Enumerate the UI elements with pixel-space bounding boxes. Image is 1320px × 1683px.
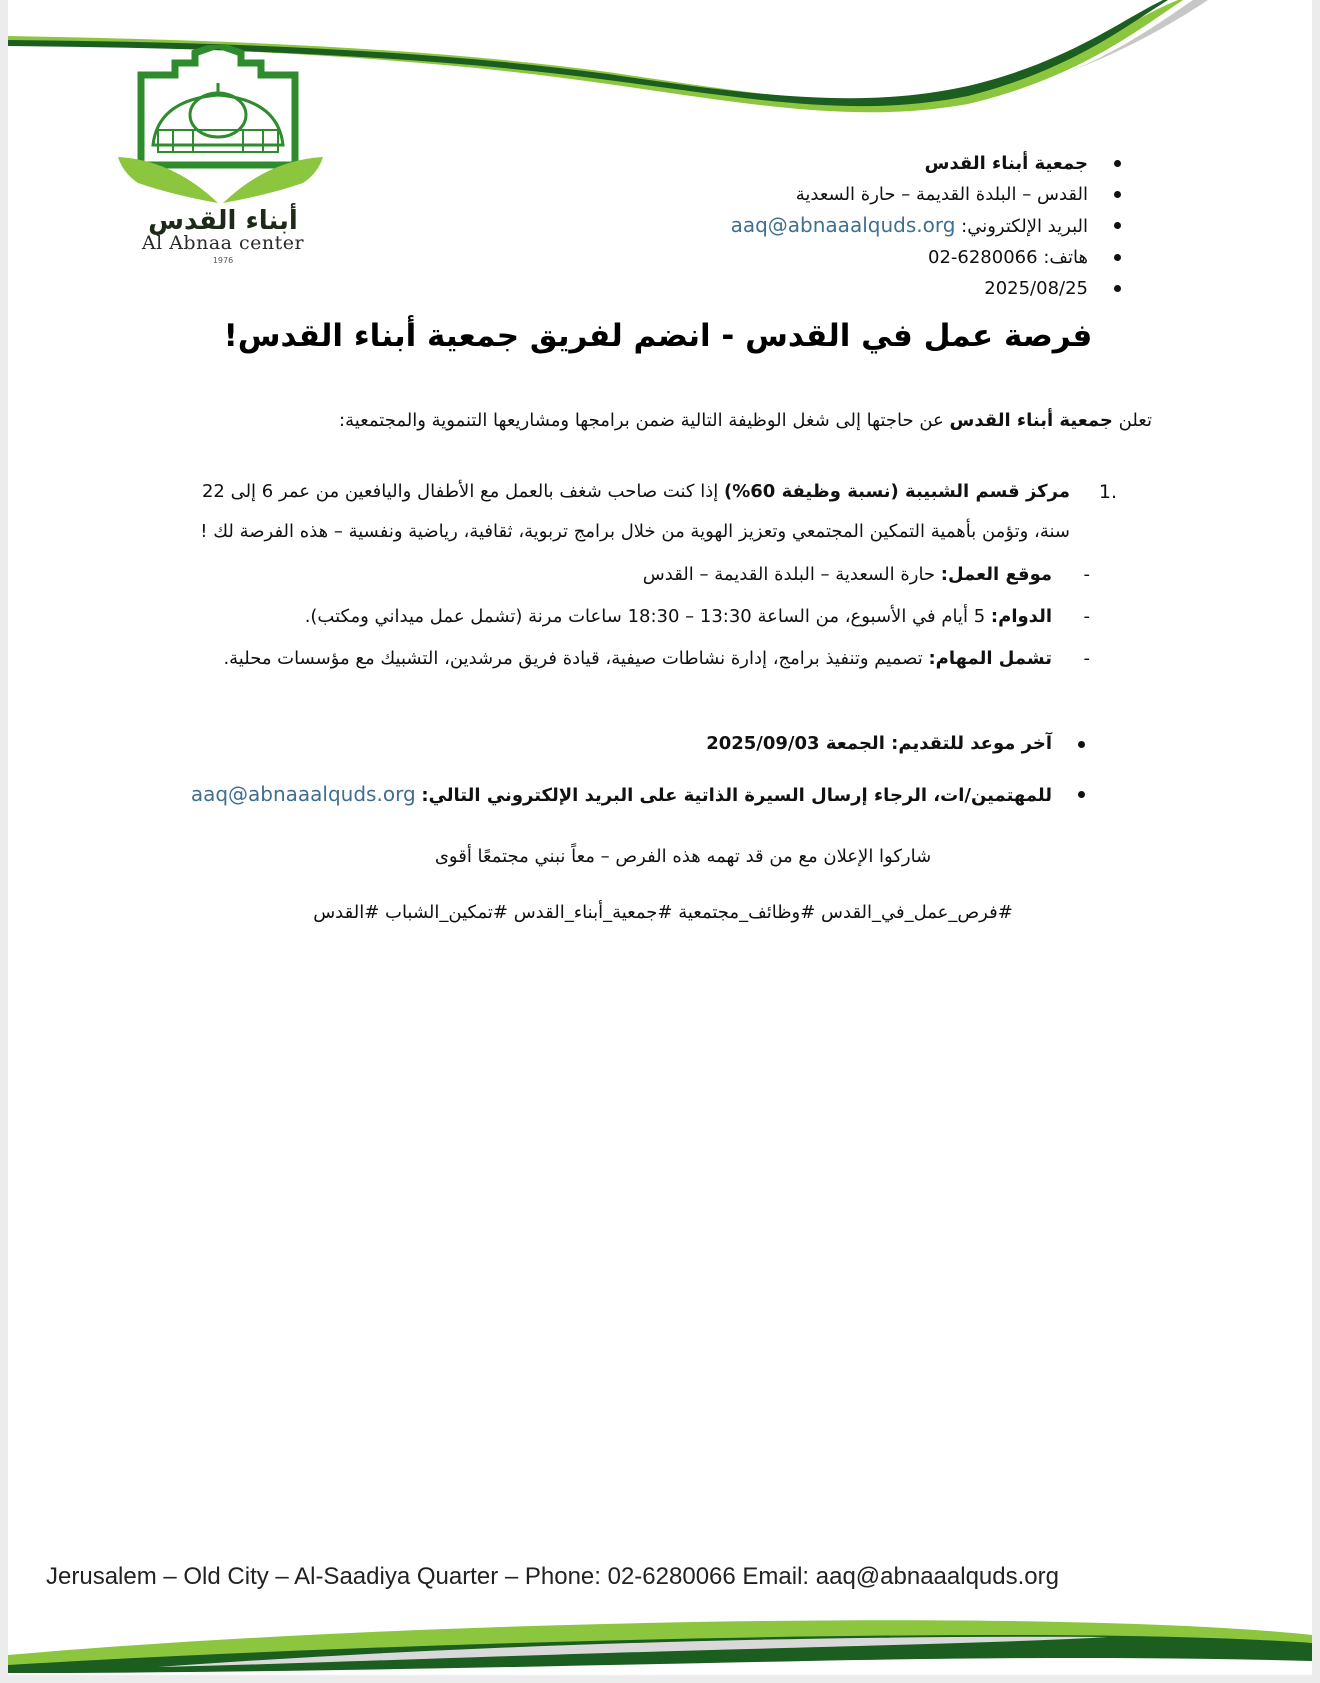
apply-item xyxy=(191,778,1052,828)
logo-english-text: Al Abnaa center xyxy=(141,232,305,254)
detail-hours xyxy=(223,596,1052,638)
job-text: إذا كنت صاحب شغف بالعمل مع الأطفال واليافعين من عمر 6 إلى 22 سنة، وتؤمن بأهمية التمكين المجتمعي وتعزيز الهوية من خلال برامج تربوية، ثقافية، رياضية ونفسية – هذه الفرصة لك ! xyxy=(200,481,1070,542)
org-phone-item xyxy=(731,242,1088,273)
apply-text: للمهتمين/ات، الرجاء إرسال السيرة الذاتية على البريد الإلكتروني التالي: xyxy=(421,785,1052,806)
footer-contact-text: Jerusalem – Old City – Al-Saadiya Quarter – Phone: 02-6280066 Email: aaq@abnaaalquds.org xyxy=(46,1563,1059,1590)
email-label: البريد الإلكتروني: xyxy=(961,216,1088,237)
detail-location xyxy=(223,554,1052,596)
intro-prefix: تعلن xyxy=(1118,410,1152,431)
org-phone: 02-6280066 xyxy=(928,247,1038,268)
job-details-list xyxy=(223,554,1052,680)
org-name: جمعية أبناء القدس xyxy=(731,148,1088,179)
intro-paragraph xyxy=(152,410,1152,431)
job-description xyxy=(170,472,1070,552)
application-info-list xyxy=(191,728,1052,828)
org-email-link[interactable]: aaq@abnaaalquds.org xyxy=(730,213,956,237)
logo-arabic-text: أبناء القدس xyxy=(148,206,298,236)
detail-location-value: حارة السعدية – البلدة القديمة – القدس xyxy=(642,564,936,585)
detail-tasks-value: تصميم وتنفيذ برامج، إدارة نشاطات صيفية، قيادة فريق مرشدين، التشبيك مع مؤسسات محلية. xyxy=(223,648,923,669)
job-number: 1. xyxy=(1098,481,1117,503)
detail-location-label: موقع العمل: xyxy=(940,564,1052,585)
detail-hours-value: 5 أيام في الأسبوع، من الساعة 13:30 – 18:30 ساعات مرنة (تشمل عمل ميداني ومكتب). xyxy=(304,606,986,627)
page-title: فرصة عمل في القدس - انضم لفريق جمعية أبناء القدس! xyxy=(223,318,1093,354)
detail-tasks xyxy=(223,638,1052,680)
intro-org-name: جمعية أبناء القدس xyxy=(949,410,1113,431)
job-title: مركز قسم الشبيبة (نسبة وظيفة 60%) xyxy=(723,481,1070,502)
detail-tasks-label: تشمل المهام: xyxy=(928,648,1052,669)
footer-wave-decoration xyxy=(8,1595,1312,1675)
logo-year: 1976 xyxy=(212,256,234,265)
detail-hours-label: الدوام: xyxy=(990,606,1052,627)
deadline-text: آخر موعد للتقديم: الجمعة 2025/09/03 xyxy=(706,733,1052,754)
contact-info-list xyxy=(731,148,1088,304)
deadline-item xyxy=(191,728,1052,778)
share-line: شاركوا الإعلان مع من قد تهمه هذه الفرص – معاً نبني مجتمعًا أقوى xyxy=(434,846,932,867)
intro-rest: عن حاجتها إلى شغل الوظيفة التالية ضمن برامجها ومشاريعها التنموية والمجتمعية: xyxy=(339,410,944,431)
letter-date xyxy=(731,273,1088,304)
apply-email-link[interactable]: aaq@abnaaalquds.org xyxy=(190,782,416,806)
document-page xyxy=(8,0,1312,1675)
phone-label: هاتف: xyxy=(1043,247,1088,268)
letter-date-value: 2025/08/25 xyxy=(984,278,1088,299)
hashtags-line: #فرص_عمل_في_القدس #وظائف_مجتمعية #جمعية_أبناء_القدس #تمكين_الشباب #القدس xyxy=(313,902,1013,923)
org-address: القدس – البلدة القديمة – حارة السعدية xyxy=(731,179,1088,210)
org-email-item xyxy=(731,210,1088,242)
